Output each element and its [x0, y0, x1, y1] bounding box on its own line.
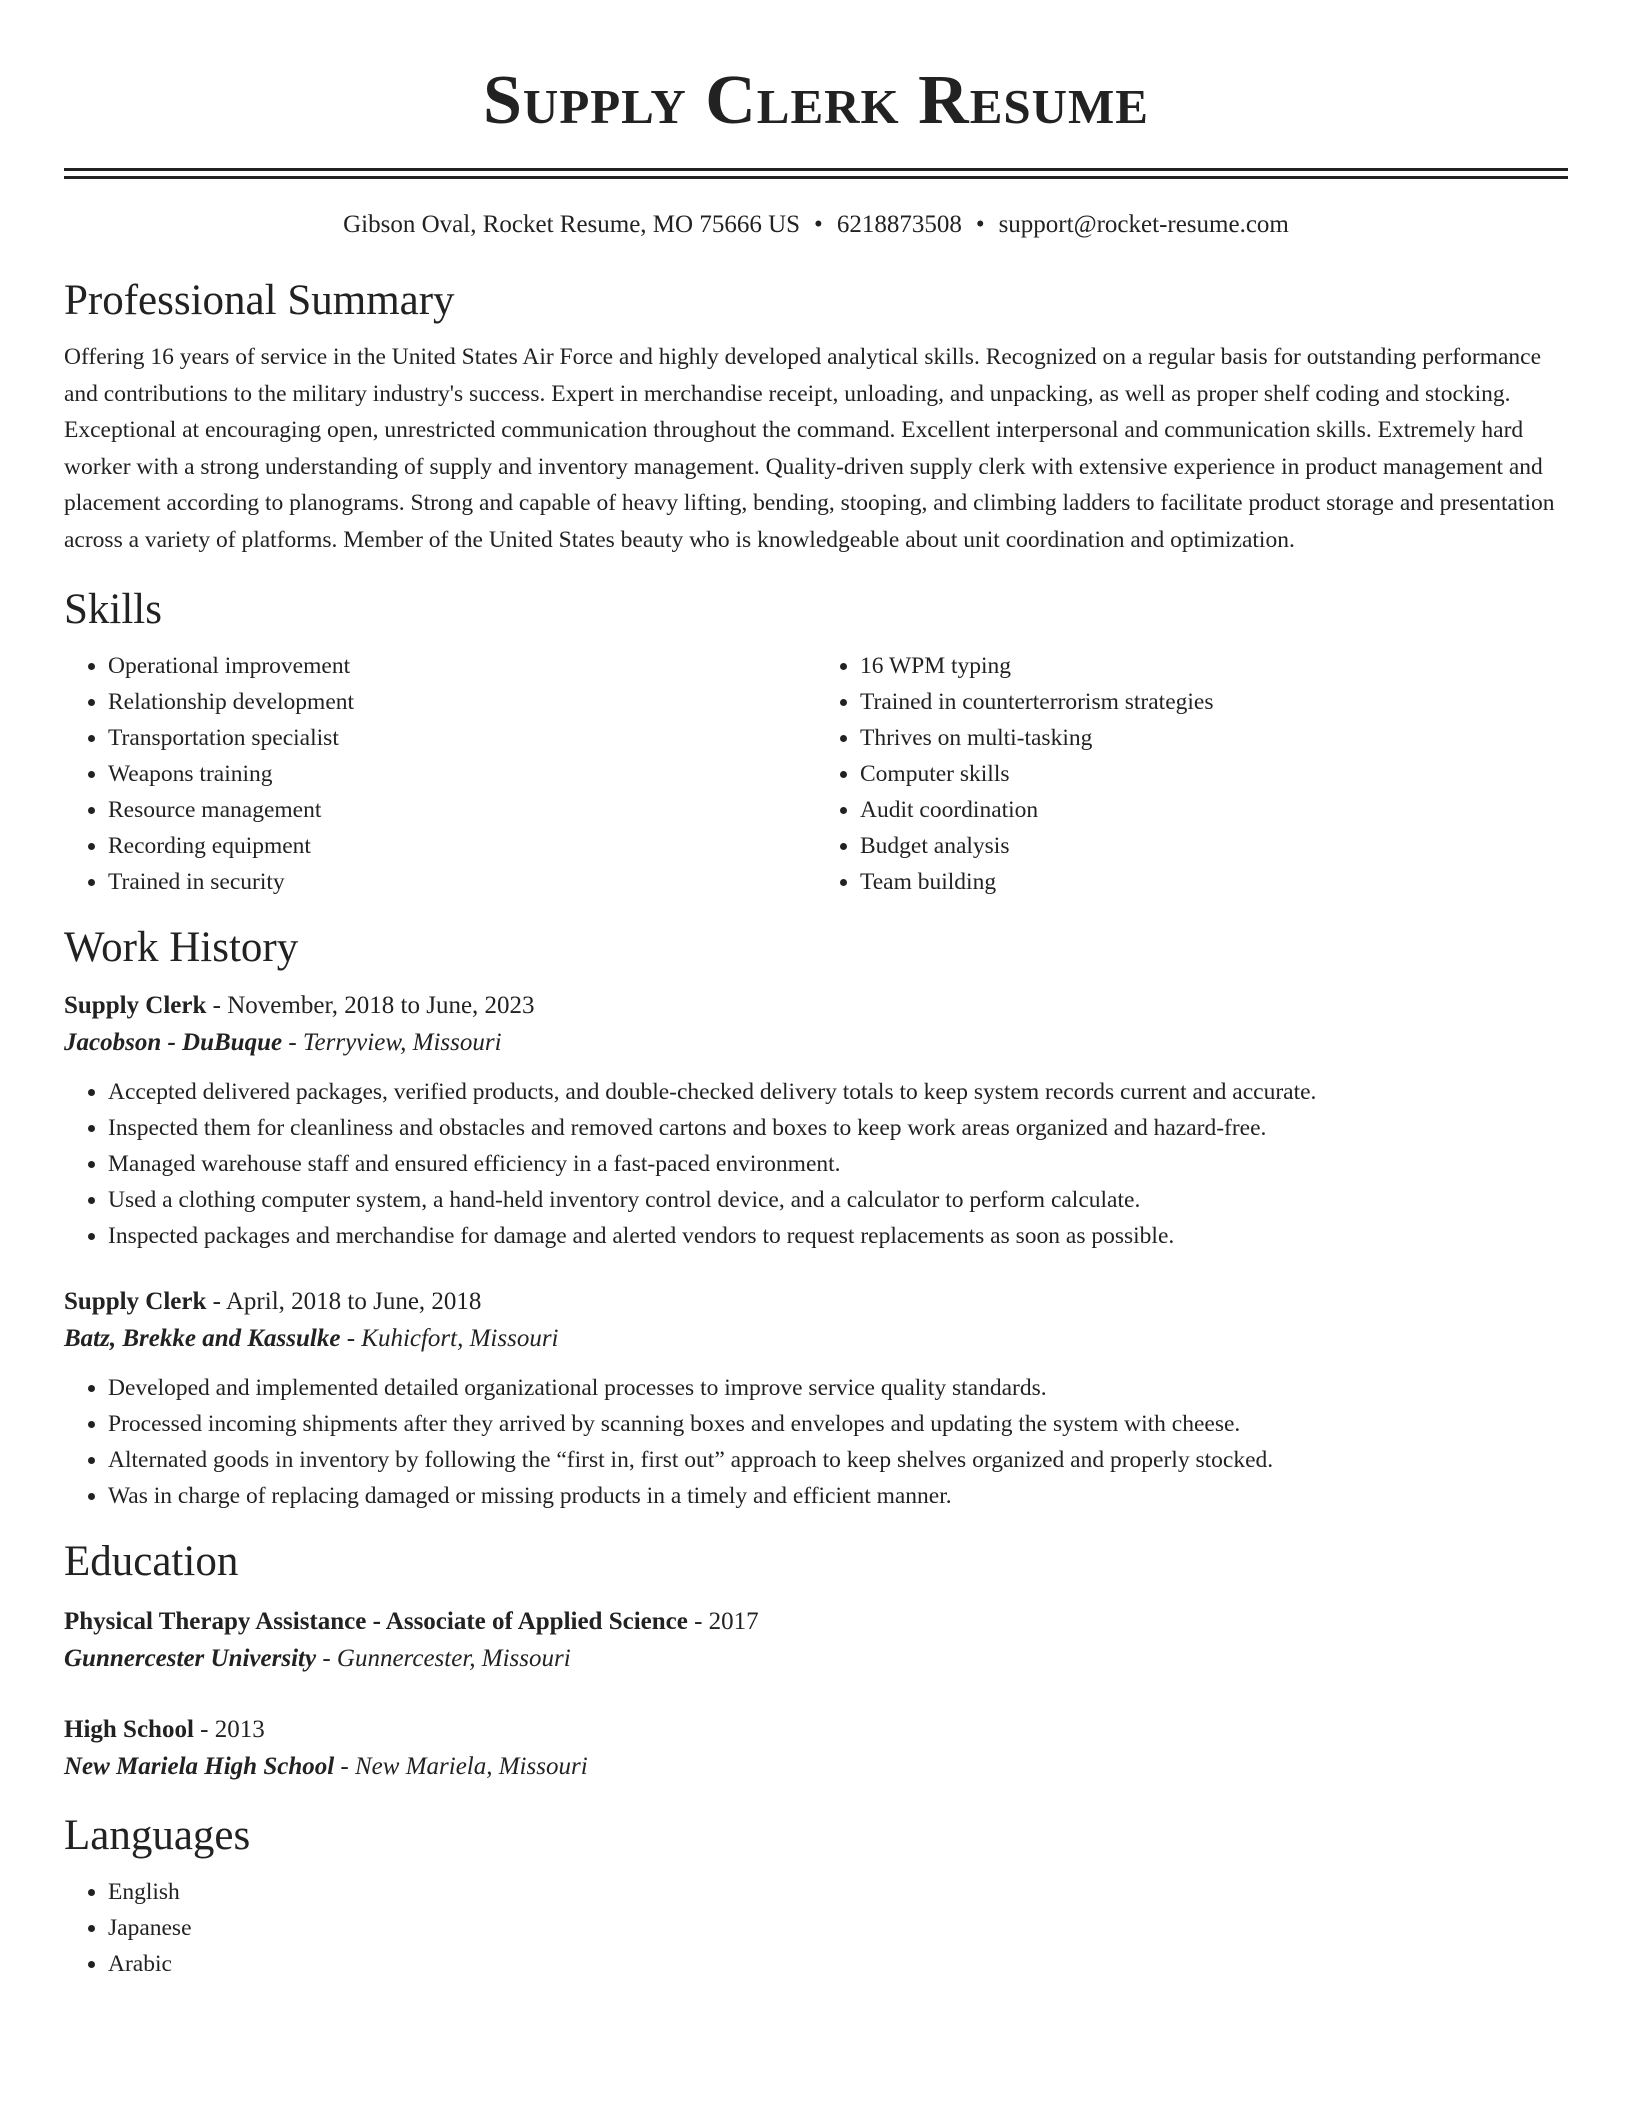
job-entry [64, 1284, 1568, 1514]
degree-year: - 2013 [193, 1716, 265, 1743]
languages-heading: Languages [64, 1812, 251, 1859]
school-location: - Gunnercester, Missouri [316, 1645, 571, 1672]
degree-year: - 2017 [687, 1608, 759, 1635]
skill-item: • Computer skills [860, 756, 1568, 792]
summary-text: Offering 16 years of service in the United States Air Force and highly developed analytical skills. Recognized on a regular basis for outstanding performance and contributions to the military industry's success. Expert in merchandise receipt, unloading, and unpacking, as well as proper shelf coding and stocking. Exceptional at encouraging open, unrestricted communication throughout the command. Excellent interpersonal and communication skills. Extremely hard worker with a strong understanding of supply and inventory management. Quality-driven supply clerk with extensive experience in product management and placement according to planograms. Strong and capable of heavy lifting, bending, stooping, and climbing ladders to facilitate product storage and presentation across a variety of platforms. Member of the United States beauty who is knowledgeable about unit coordination and optimization. [64, 344, 1555, 553]
school-line [64, 1748, 1568, 1786]
contact-separator: • [975, 211, 985, 238]
job-bullet: • Managed warehouse staff and ensured efficiency in a fast-paced environment. [108, 1146, 1568, 1182]
language-item: • Japanese [108, 1910, 1568, 1946]
company-line [64, 1024, 1568, 1062]
skill-item: • Team building [860, 864, 1568, 900]
languages-list [64, 1874, 1568, 1982]
skill-item: • Transportation specialist [108, 720, 816, 756]
school-name: New Mariela High School [64, 1753, 335, 1780]
company-name: Jacobson - DuBuque [64, 1029, 283, 1056]
skill-item: • Operational improvement [108, 648, 816, 684]
work-history-heading: Work History [64, 924, 299, 971]
job-entry [64, 988, 1568, 1254]
language-item: • English [108, 1874, 1568, 1910]
education-entry [64, 1604, 1568, 1678]
education-entry [64, 1712, 1568, 1786]
degree-name: High School [64, 1716, 194, 1743]
resume-title: Supply Clerk Resume [483, 62, 1149, 139]
school-name: Gunnercester University [64, 1645, 317, 1672]
job-bullets [64, 1370, 1568, 1514]
contact-email[interactable]: support@rocket-resume.com [998, 211, 1289, 238]
job-bullet: • Developed and implemented detailed organizational processes to improve service quality standards. [108, 1370, 1568, 1406]
skills-list [64, 648, 1568, 900]
summary-heading: Professional Summary [64, 277, 455, 324]
title-divider [64, 168, 1568, 179]
skills-heading: Skills [64, 586, 162, 633]
degree-line [64, 1712, 1568, 1748]
company-location: - Terryview, Missouri [282, 1029, 502, 1056]
job-bullet: • Alternated goods in inventory by following the “first in, first out” approach to keep shelves organized and properly stocked. [108, 1442, 1568, 1478]
school-line [64, 1640, 1568, 1678]
contact-phone: 6218873508 [836, 211, 962, 238]
skill-item: • Resource management [108, 792, 816, 828]
skills-column-left [64, 648, 816, 900]
job-bullets [64, 1074, 1568, 1254]
skill-item: • Trained in security [108, 864, 816, 900]
skill-item: • Thrives on multi-tasking [860, 720, 1568, 756]
resume-page [64, 0, 1568, 1982]
job-title-line [64, 988, 1568, 1024]
job-bullet: • Used a clothing computer system, a hand-held inventory control device, and a calculator to perform calculate. [108, 1182, 1568, 1218]
skill-item: • Budget analysis [860, 828, 1568, 864]
job-dates: - November, 2018 to June, 2023 [206, 992, 535, 1019]
contact-address: Gibson Oval, Rocket Resume, MO 75666 US [343, 211, 801, 238]
job-dates: - April, 2018 to June, 2018 [206, 1288, 482, 1315]
job-bullet: • Processed incoming shipments after they arrived by scanning boxes and envelopes and updating the system with cheese. [108, 1406, 1568, 1442]
skill-item: • Relationship development [108, 684, 816, 720]
language-item: • Arabic [108, 1946, 1568, 1982]
job-bullet: • Inspected packages and merchandise for damage and alerted vendors to request replacements as soon as possible. [108, 1218, 1568, 1254]
company-line [64, 1320, 1568, 1358]
job-bullet: • Was in charge of replacing damaged or missing products in a timely and efficient manner. [108, 1478, 1568, 1514]
skill-item: • Audit coordination [860, 792, 1568, 828]
job-title-line [64, 1284, 1568, 1320]
company-name: Batz, Brekke and Kassulke [64, 1325, 341, 1352]
skill-item: • Recording equipment [108, 828, 816, 864]
skills-column-right [816, 648, 1568, 900]
job-title: Supply Clerk [64, 1288, 207, 1315]
job-bullet: • Accepted delivered packages, verified products, and double-checked delivery totals to keep system records current and accurate. [108, 1074, 1568, 1110]
job-title: Supply Clerk [64, 992, 207, 1019]
degree-name: Physical Therapy Assistance - Associate of Applied Science [64, 1608, 688, 1635]
job-bullet: • Inspected them for cleanliness and obstacles and removed cartons and boxes to keep work areas organized and hazard-free. [108, 1110, 1568, 1146]
skill-item: • Weapons training [108, 756, 816, 792]
skill-item: • Trained in counterterrorism strategies [860, 684, 1568, 720]
degree-line [64, 1604, 1568, 1640]
contact-line [64, 209, 1568, 241]
skill-item: • 16 WPM typing [860, 648, 1568, 684]
company-location: - Kuhicfort, Missouri [340, 1325, 559, 1352]
education-heading: Education [64, 1538, 239, 1585]
school-location: - New Mariela, Missouri [334, 1753, 588, 1780]
contact-separator: • [814, 211, 823, 238]
